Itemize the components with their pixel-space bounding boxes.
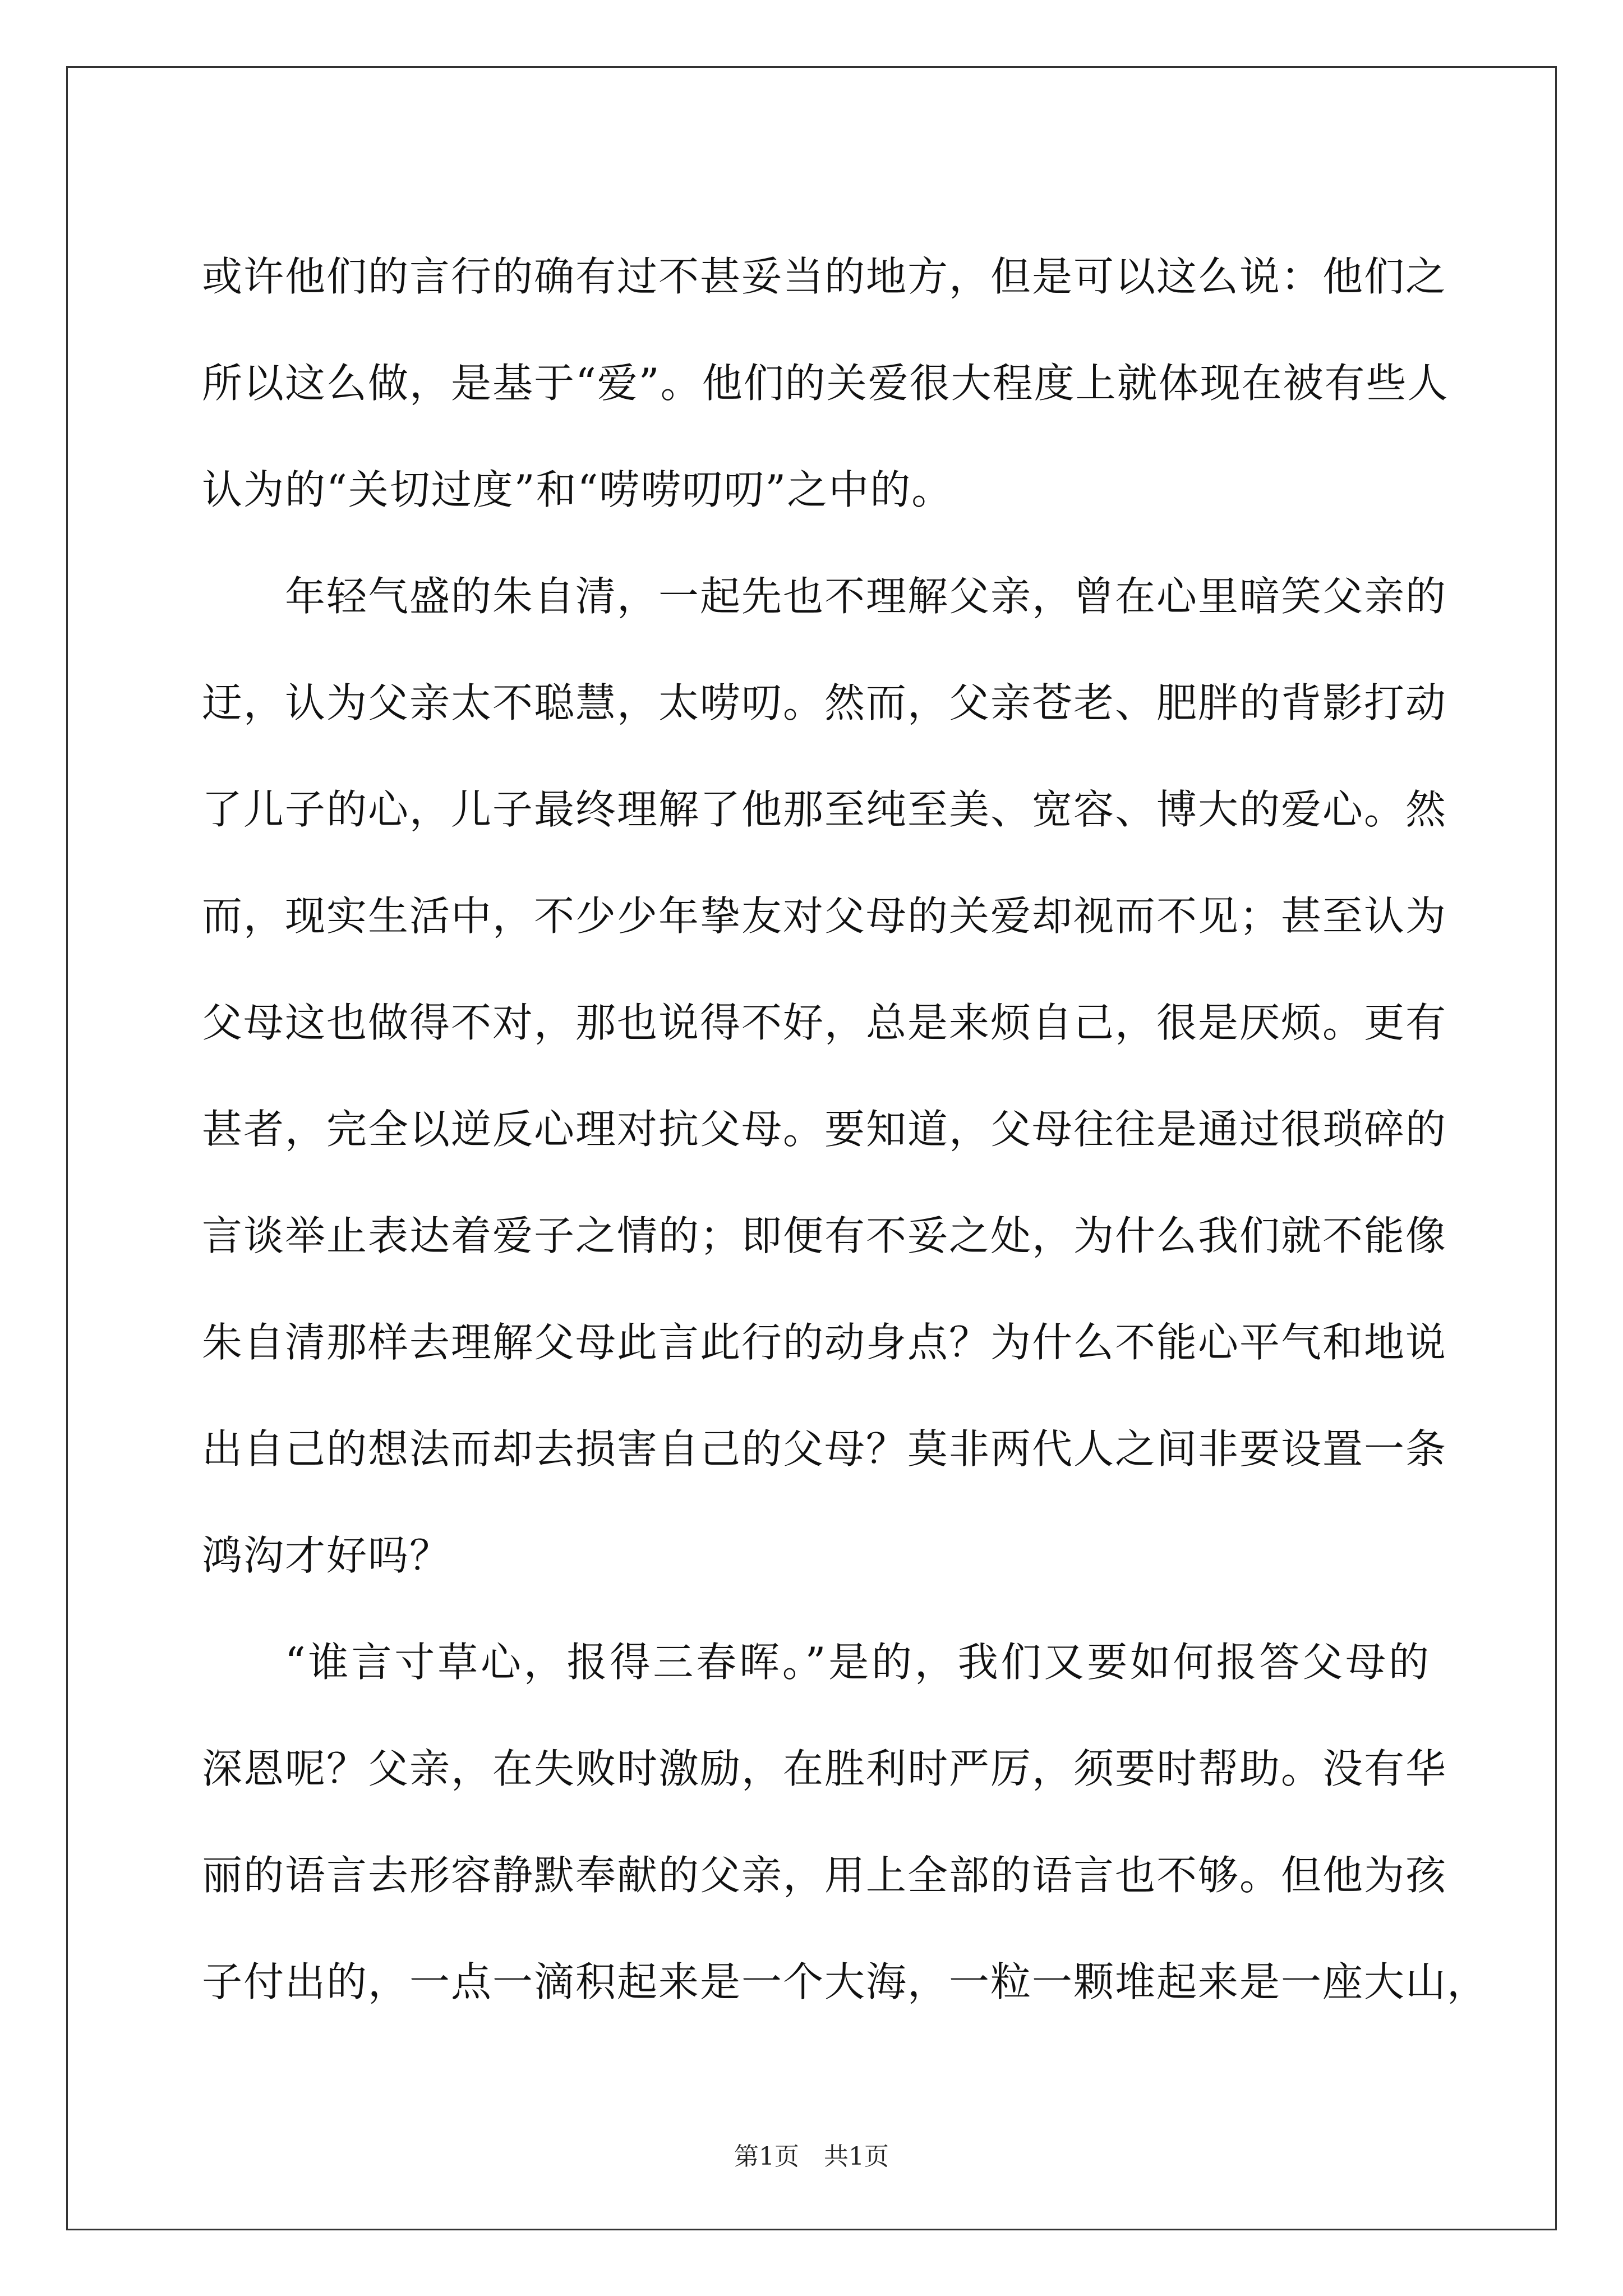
text-line: “谁言寸草心，报得三春晖。”是的，我们又要如何报答父母的	[285, 1639, 1430, 1686]
text-line: 年轻气盛的朱自清，一起先也不理解父亲，曾在心里暗笑父亲的	[285, 573, 1447, 620]
text-line: 父母这也做得不对，那也说得不好，总是来烦自己，很是厌烦。更有	[202, 999, 1447, 1046]
text-line: 而，现实生活中，不少少年挚友对父母的关爱却视而不见；甚至认为	[202, 892, 1447, 940]
text-line: 了儿子的心，儿子最终理解了他那至纯至美、宽容、博大的爱心。然	[202, 786, 1447, 833]
text-line: 迂，认为父亲太不聪慧，太唠叨。然而，父亲苍老、肥胖的背影打动	[202, 679, 1447, 726]
text-line: 子付出的，一点一滴积起来是一个大海，一粒一颗堆起来是一座大山，	[202, 1958, 1489, 2005]
text-line: 甚者，完全以逆反心理对抗父母。要知道，父母往往是通过很琐碎的	[202, 1106, 1447, 1153]
page-number-total: 共1页	[824, 2142, 889, 2171]
page-number-current: 第1页	[734, 2142, 799, 2171]
document-body	[202, 223, 1489, 2035]
text-line: 朱自清那样去理解父母此言此行的动身点？为什么不能心平气和地说	[202, 1319, 1447, 1366]
text-line: 所以这么做，是基于“爱”。他们的关爱很大程度上就体现在被有些人	[202, 360, 1449, 407]
text-line: 出自己的想法而却去损害自己的父母？莫非两代人之间非要设置一条	[202, 1425, 1447, 1473]
text-line: 鸿沟才好吗？	[202, 1532, 451, 1579]
text-line: 丽的语言去形容静默奉献的父亲，用上全部的语言也不够。但他为孩	[202, 1852, 1447, 1899]
text-line: 或许他们的言行的确有过不甚妥当的地方，但是可以这么说：他们之	[202, 253, 1447, 300]
text-line: 认为的“关切过度”和“唠唠叨叨”之中的。	[202, 466, 953, 513]
text-line: 深恩呢？父亲，在失败时激励，在胜利时严厉，须要时帮助。没有华	[202, 1745, 1447, 1792]
text-line: 言谈举止表达着爱子之情的；即便有不妥之处，为什么我们就不能像	[202, 1212, 1447, 1259]
page-footer	[0, 2140, 1623, 2174]
